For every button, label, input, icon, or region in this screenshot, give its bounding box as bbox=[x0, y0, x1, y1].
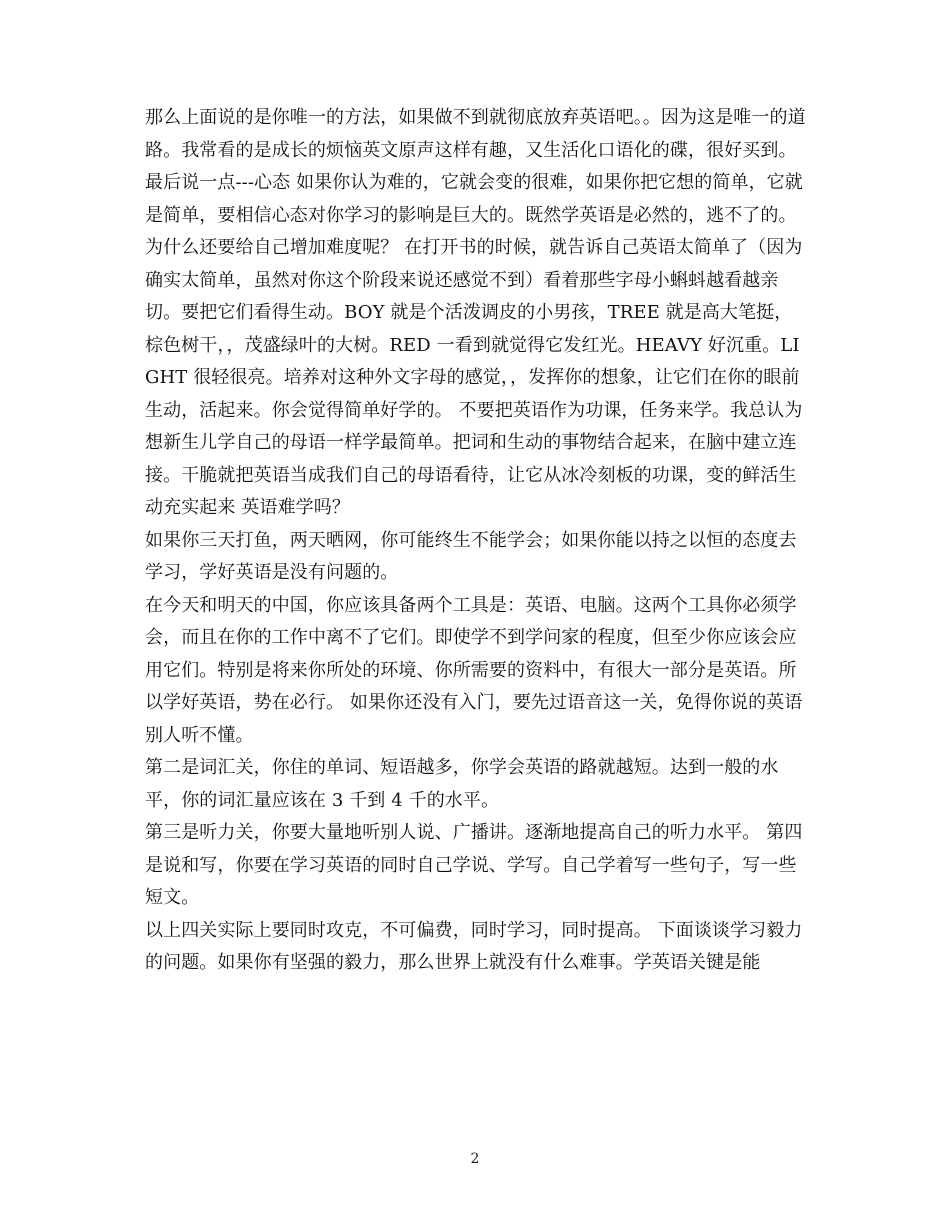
page-number: 2 bbox=[470, 1151, 480, 1167]
paragraph: 在今天和明天的中国，你应该具备两个工具是：英语、电脑。这两个工具你必须学会，而且在你的工作中离不了它们。即使学不到学问家的程度，但至少你应该会应用它们。特别是将来你所处的环境、你所需要的资料中，有很大一部分是英语。所以学好英语，势在必行。 如果你还没有入门，要先过语音这一关，免得你说的英语别人听不懂。 bbox=[145, 594, 803, 746]
body-text bbox=[145, 102, 810, 980]
paragraph: 第三是听力关，你要大量地听别人说、广播讲。逐渐地提高自己的听力水平。 第四是说和写，你要在学习英语的同时自己学说、学写。自己学着写一些句子，写一些短文。 bbox=[145, 822, 803, 908]
paragraph: 如果你三天打鱼，两天晒网，你可能终生不能学会；如果你能以持之以恒的态度去学习，学好英语是没有问题的。 bbox=[145, 529, 797, 583]
paragraph: 那么上面说的是你唯一的方法，如果做不到就彻底放弃英语吧。。因为这是唯一的道路。我常看的是成长的烦恼英文原声这样有趣，又生活化口语化的碟，很好买到。 最后说一点---心态 如果你认为难的，它就会变的很难，如果你把它想的简单，它就是简单，要相信心态对你学习的影响是巨大的。既然学英语是必然的，逃不了的。为什么还要给自己增加难度呢？ 在打开书的时候，就告诉自己英语太简单了（因为确实太简单，虽然对你这个阶段来说还感觉不到）看着那些字母小蝌蚪越看越亲切。要把它们看得生动。BOY 就是个活泼调皮的小男孩，TREE 就是高大笔挺，棕色树干，，茂盛绿叶的大树。RED 一看到就觉得它发红光。HEAVY 好沉重。LIGHT 很轻很亮。培养对这种外文字母的感觉，，发挥你的想象，让它们在你的眼前生动，活起来。你会觉得简单好学的。 不要把英语作为功课，任务来学。我总认为想新生儿学自己的母语一样学最简单。把词和生动的事物结合起来，在脑中建立连接。干脆就把英语当成我们自己的母语看待，让它从冰冷刻板的功课，变的鲜活生动充实起来 英语难学吗？ bbox=[145, 107, 806, 518]
paragraph: 第二是词汇关，你住的单词、短语越多，你学会英语的路就越短。达到一般的水平，你的词汇量应该在 3 千到 4 千的水平。 bbox=[145, 757, 779, 811]
paragraph: 以上四关实际上要同时攻克，不可偏费，同时学习，同时提高。 下面谈谈学习毅力的问题。如果你有坚强的毅力，那么世界上就没有什么难事。学英语关键是能 bbox=[145, 919, 803, 973]
